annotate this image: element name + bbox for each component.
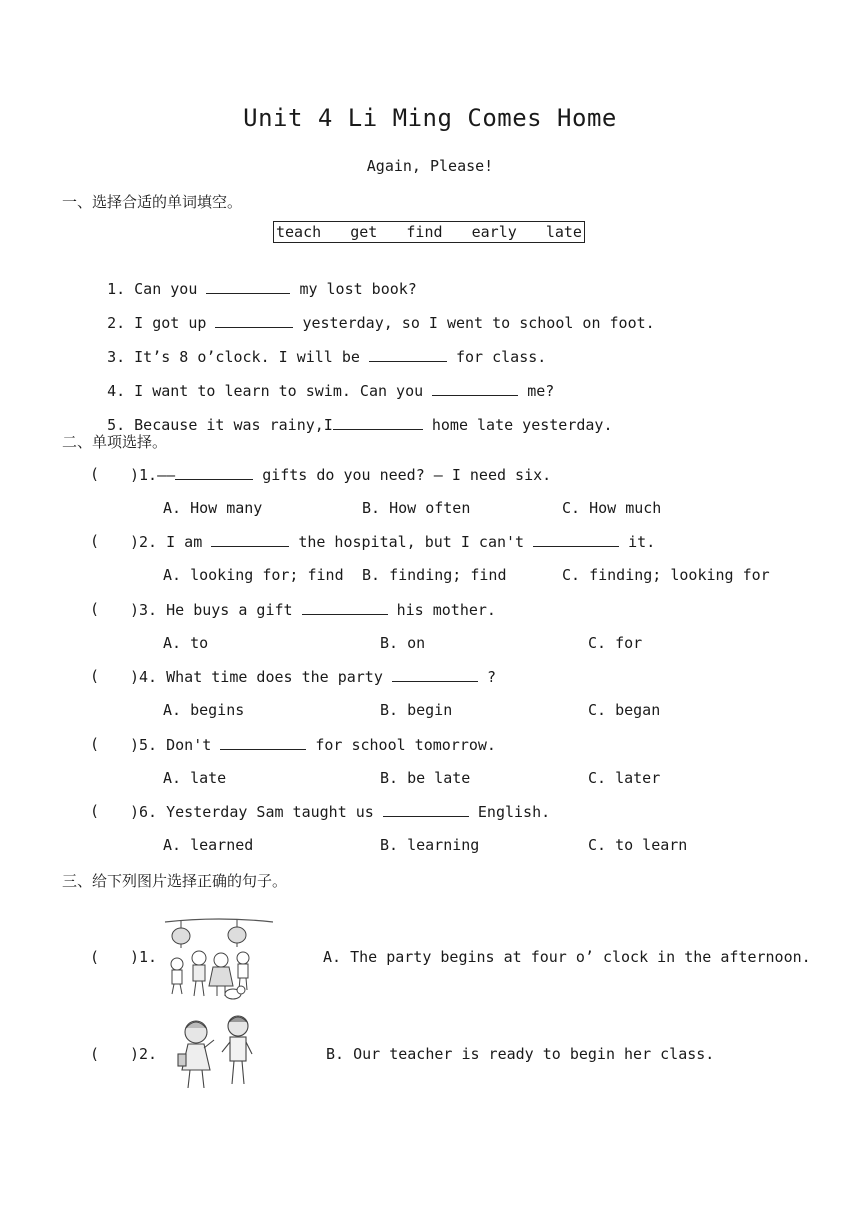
answer-paren[interactable]: ( (90, 735, 100, 753)
question-number: )5. (130, 736, 158, 754)
item-number: 2. (107, 314, 126, 332)
item-text: my lost book? (299, 280, 417, 298)
answer-blank[interactable] (383, 802, 469, 817)
question (130, 600, 496, 619)
word-bank-item: late (545, 223, 582, 241)
fill-item (89, 329, 546, 366)
question-text: English. (477, 803, 551, 821)
answer-paren[interactable]: ( (90, 1045, 100, 1063)
word-bank-item: teach (276, 223, 322, 241)
page-title: Unit 4 Li Ming Comes Home (243, 104, 617, 132)
word-bank-item: get (350, 223, 378, 241)
fill-item (89, 261, 417, 298)
answer-paren[interactable]: ( (90, 948, 100, 966)
question-text: What time does the party (166, 668, 383, 686)
answer-blank[interactable] (333, 415, 423, 430)
item-text: me? (527, 382, 555, 400)
section3-heading: 三、给下列图片选择正确的句子。 (62, 872, 288, 890)
answer-paren[interactable]: ( (90, 465, 100, 483)
answer-blank[interactable] (206, 279, 290, 294)
question (130, 465, 551, 484)
item-text: home late yesterday. (431, 416, 613, 434)
answer-paren[interactable]: ( (90, 600, 100, 618)
option-c[interactable]: C. finding; looking for (562, 566, 770, 584)
option-c[interactable]: C. How much (562, 499, 662, 517)
word-bank-item: early (471, 223, 517, 241)
item-number: )1. (130, 948, 158, 966)
sentence-option[interactable]: B. Our teacher is ready to begin her class. (326, 1045, 715, 1063)
option-b[interactable]: B. learning (380, 836, 480, 854)
item-number: )2. (130, 1045, 158, 1063)
question-number: )4. (130, 668, 158, 686)
teacher-class-picture (168, 1010, 260, 1094)
option-c[interactable]: C. later (588, 769, 661, 787)
answer-blank[interactable] (211, 532, 289, 547)
question-number: )6. (130, 803, 158, 821)
option-a[interactable]: A. How many (163, 499, 263, 517)
answer-blank[interactable] (302, 600, 388, 615)
option-a[interactable]: A. late (163, 769, 227, 787)
question-text: I am (166, 533, 203, 551)
option-b[interactable]: B. be late (380, 769, 471, 787)
question-text: Don't (166, 736, 212, 754)
answer-paren[interactable]: ( (90, 667, 100, 685)
answer-paren[interactable]: ( (90, 802, 100, 820)
section1-heading: 一、选择合适的单词填空。 (62, 193, 243, 211)
word-bank-item: find (406, 223, 443, 241)
question-number: )1. (130, 466, 158, 484)
item-text: Because it was rainy,I (134, 416, 333, 434)
answer-blank[interactable] (175, 465, 253, 480)
question-text: —— (157, 466, 176, 484)
question-text: his mother. (396, 601, 496, 619)
item-text: for class. (456, 348, 547, 366)
option-b[interactable]: B. begin (380, 701, 453, 719)
option-c[interactable]: C. for (588, 634, 643, 652)
option-a[interactable]: A. looking for; find (163, 566, 344, 584)
item-number: 4. (107, 382, 126, 400)
item-text: It’s 8 o’clock. I will be (134, 348, 360, 366)
question-text: gifts do you need? — I need six. (262, 466, 552, 484)
answer-blank[interactable] (392, 667, 478, 682)
fill-item (89, 397, 613, 434)
item-text: I want to learn to swim. Can you (134, 382, 424, 400)
page-subtitle: Again, Please! (366, 157, 494, 175)
question-text: it. (628, 533, 656, 551)
answer-blank[interactable] (215, 313, 293, 328)
question (130, 667, 496, 686)
question-text: the hospital, but I can't (298, 533, 525, 551)
fill-item (89, 295, 655, 332)
sentence-option[interactable]: A. The party begins at four o’ clock in the afternoon. (323, 948, 811, 966)
section2-heading: 二、单项选择。 (62, 433, 168, 451)
item-text: Can you (134, 280, 198, 298)
option-a[interactable]: A. begins (163, 701, 245, 719)
question-number: )3. (130, 601, 158, 619)
item-text: I got up (134, 314, 207, 332)
item-number: 5. (107, 416, 126, 434)
option-a[interactable]: A. learned (163, 836, 254, 854)
option-a[interactable]: A. to (163, 634, 209, 652)
question-text: He buys a gift (166, 601, 293, 619)
question-number: )2. (130, 533, 158, 551)
answer-blank[interactable] (432, 381, 518, 396)
item-text: yesterday, so I went to school on foot. (302, 314, 655, 332)
option-b[interactable]: B. on (380, 634, 426, 652)
item-number: 1. (107, 280, 126, 298)
question-text: for school tomorrow. (315, 736, 496, 754)
answer-paren[interactable]: ( (90, 532, 100, 550)
option-b[interactable]: B. finding; find (362, 566, 507, 584)
question-text: Yesterday Sam taught us (166, 803, 374, 821)
answer-blank[interactable] (533, 532, 619, 547)
question-text: ? (486, 668, 496, 686)
fill-item (89, 363, 554, 400)
question (130, 735, 496, 754)
item-number: 3. (107, 348, 126, 366)
party-picture (163, 914, 275, 1002)
question (130, 532, 655, 551)
answer-blank[interactable] (369, 347, 447, 362)
word-bank (273, 221, 585, 243)
question (130, 802, 550, 821)
answer-blank[interactable] (220, 735, 306, 750)
option-c[interactable]: C. began (588, 701, 661, 719)
option-b[interactable]: B. How often (362, 499, 471, 517)
option-c[interactable]: C. to learn (588, 836, 688, 854)
